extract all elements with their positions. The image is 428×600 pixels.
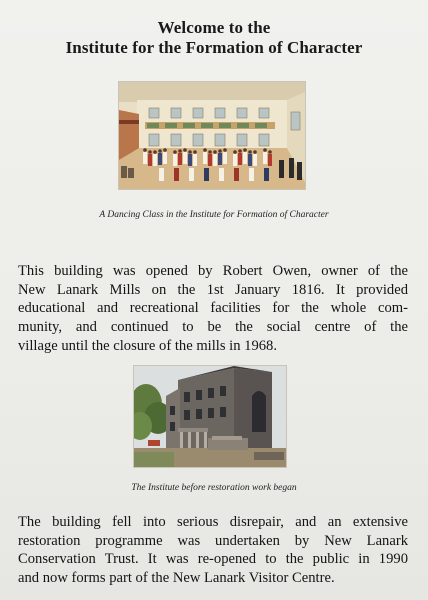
heading-line-2: Institute for the Formation of Character bbox=[65, 38, 363, 57]
restoration-line-1: The building fell into serious disrepair, and an extensive bbox=[18, 514, 408, 530]
history-line-5: village until the closure of the mills in 1968. bbox=[18, 337, 277, 354]
restoration-line-2: restoration programme was undertaken by New Lanark bbox=[18, 532, 408, 549]
history-line-2: New Lanark Mills on the 1st January 1816. It provided bbox=[18, 281, 408, 298]
restoration-line-3: Conservation Trust. It was re-opened to the public in 1990 bbox=[18, 551, 408, 568]
history-paragraph bbox=[18, 262, 408, 356]
restoration-line-4: and now forms part of the New Lanark Visitor Centre. bbox=[18, 570, 335, 587]
dancing-class-illustration bbox=[119, 82, 305, 189]
history-line-4: munity, and continued to be the social centre of the bbox=[18, 319, 408, 336]
before-restoration-caption: The Institute before restoration work began bbox=[131, 483, 297, 493]
history-line-3: educational and recreational facilities for the whole com- bbox=[18, 300, 408, 317]
history-line-1: This building was opened by Robert Owen, owner of the bbox=[18, 263, 408, 279]
heading-line-1: Welcome to the bbox=[157, 18, 271, 37]
restoration-paragraph bbox=[18, 513, 408, 588]
dancing-class-caption: A Dancing Class in the Institute for Formation of Character bbox=[99, 210, 329, 220]
institute-before-restoration-photo bbox=[134, 366, 286, 467]
